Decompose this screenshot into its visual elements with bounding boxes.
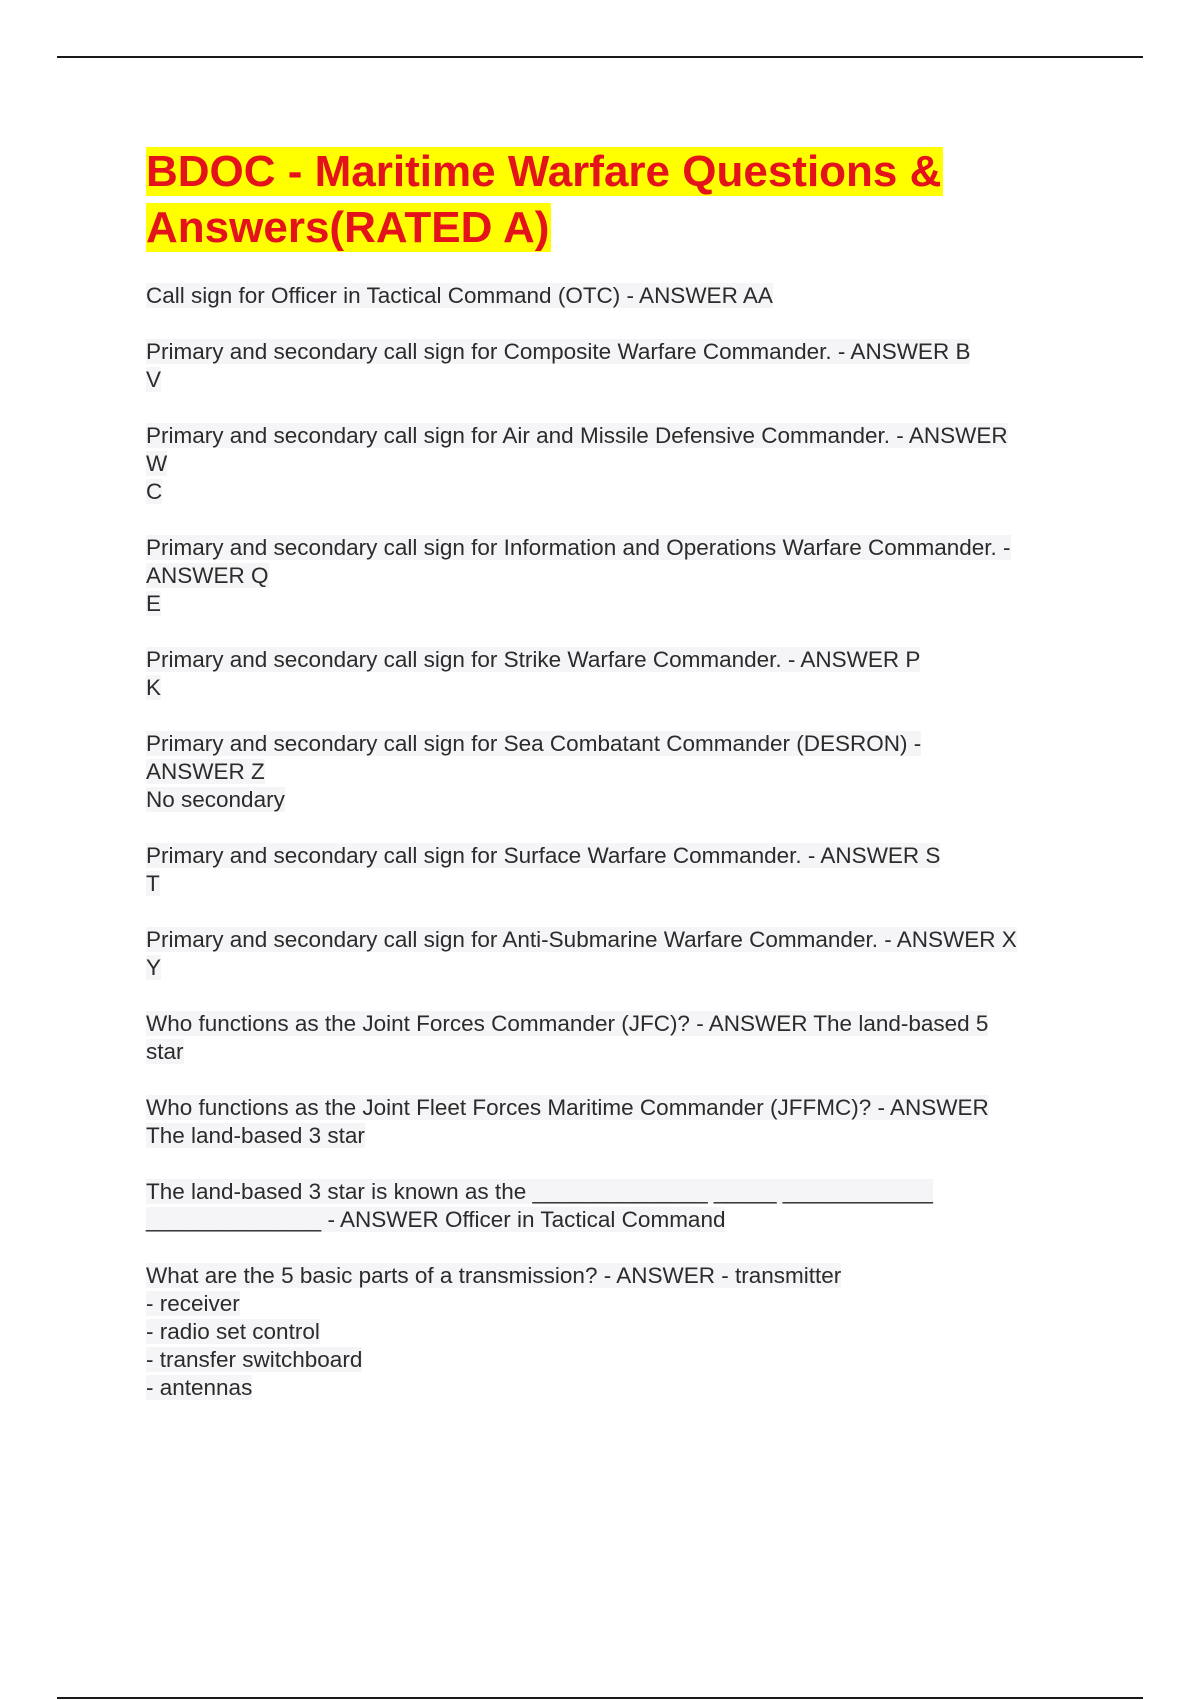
qa-line-text: T bbox=[146, 871, 160, 896]
qa-line-text: Who functions as the Joint Forces Commander (JFC)? - ANSWER The land-based 5 bbox=[146, 1011, 989, 1036]
qa-line bbox=[146, 842, 1096, 870]
qa-item bbox=[146, 282, 1096, 310]
qa-line bbox=[146, 1206, 1096, 1234]
qa-item bbox=[146, 1178, 1096, 1234]
qa-line bbox=[146, 338, 1096, 366]
qa-item bbox=[146, 1094, 1096, 1150]
qa-line-text: Who functions as the Joint Fleet Forces Maritime Commander (JFFMC)? - ANSWER bbox=[146, 1095, 989, 1120]
qa-line bbox=[146, 1178, 1096, 1206]
qa-item bbox=[146, 926, 1096, 982]
qa-line bbox=[146, 646, 1096, 674]
qa-line bbox=[146, 1318, 1096, 1346]
qa-line-text: C bbox=[146, 479, 163, 504]
qa-line-text: Primary and secondary call sign for Anti-Submarine Warfare Commander. - ANSWER X bbox=[146, 927, 1017, 952]
qa-line bbox=[146, 674, 1096, 702]
qa-line bbox=[146, 478, 1096, 506]
qa-item bbox=[146, 1010, 1096, 1066]
qa-line-text: Y bbox=[146, 955, 162, 980]
qa-line-text: Primary and secondary call sign for Surface Warfare Commander. - ANSWER S bbox=[146, 843, 941, 868]
qa-line bbox=[146, 1038, 1096, 1066]
qa-line bbox=[146, 1290, 1096, 1318]
qa-line bbox=[146, 282, 1096, 310]
qa-line bbox=[146, 1010, 1096, 1038]
qa-line bbox=[146, 954, 1096, 982]
bottom-rule bbox=[57, 1697, 1143, 1699]
qa-list bbox=[146, 282, 1096, 1402]
qa-line bbox=[146, 534, 1096, 562]
qa-line bbox=[146, 926, 1096, 954]
qa-line bbox=[146, 1094, 1096, 1122]
title-line-2: Answers(RATED A) bbox=[146, 203, 550, 252]
qa-line bbox=[146, 422, 1096, 450]
qa-item bbox=[146, 422, 1096, 506]
qa-line bbox=[146, 450, 1096, 478]
qa-line-text: star bbox=[146, 1039, 184, 1064]
qa-line-text: ANSWER Z bbox=[146, 759, 265, 784]
qa-line-text: K bbox=[146, 675, 162, 700]
qa-line bbox=[146, 870, 1096, 898]
qa-item bbox=[146, 842, 1096, 898]
qa-line-text: Call sign for Officer in Tactical Command (OTC) - ANSWER AA bbox=[146, 283, 773, 308]
qa-line-text: - antennas bbox=[146, 1375, 253, 1400]
qa-line bbox=[146, 1122, 1096, 1150]
top-rule bbox=[57, 56, 1143, 58]
qa-line-text: E bbox=[146, 591, 162, 616]
qa-line-text: No secondary bbox=[146, 787, 285, 812]
document-body bbox=[146, 144, 1096, 1430]
qa-item bbox=[146, 1262, 1096, 1402]
qa-line bbox=[146, 590, 1096, 618]
qa-line-text: Primary and secondary call sign for Composite Warfare Commander. - ANSWER B bbox=[146, 339, 971, 364]
qa-line bbox=[146, 786, 1096, 814]
qa-line bbox=[146, 1346, 1096, 1374]
qa-line-text: What are the 5 basic parts of a transmission? - ANSWER - transmitter bbox=[146, 1263, 842, 1288]
qa-line-text: Primary and secondary call sign for Sea Combatant Commander (DESRON) - bbox=[146, 731, 922, 756]
qa-line bbox=[146, 366, 1096, 394]
qa-item bbox=[146, 534, 1096, 618]
qa-line-text: V bbox=[146, 367, 162, 392]
document-title bbox=[146, 144, 1096, 256]
qa-line-text: The land-based 3 star is known as the ______________ _____ ____________ bbox=[146, 1179, 933, 1204]
qa-line-text: ______________ - ANSWER Officer in Tactical Command bbox=[146, 1207, 726, 1232]
qa-line bbox=[146, 1262, 1096, 1290]
qa-line bbox=[146, 1374, 1096, 1402]
qa-item bbox=[146, 730, 1096, 814]
qa-line-text: Primary and secondary call sign for Air and Missile Defensive Commander. - ANSWER bbox=[146, 423, 1008, 448]
qa-line-text: - radio set control bbox=[146, 1319, 320, 1344]
qa-line-text: Primary and secondary call sign for Strike Warfare Commander. - ANSWER P bbox=[146, 647, 921, 672]
qa-line-text: W bbox=[146, 451, 168, 476]
qa-line-text: The land-based 3 star bbox=[146, 1123, 365, 1148]
qa-line bbox=[146, 758, 1096, 786]
qa-line-text: - transfer switchboard bbox=[146, 1347, 363, 1372]
title-line-1: BDOC - Maritime Warfare Questions & bbox=[146, 147, 942, 196]
qa-line-text: - receiver bbox=[146, 1291, 240, 1316]
qa-item bbox=[146, 338, 1096, 394]
qa-line-text: Primary and secondary call sign for Information and Operations Warfare Commander. - bbox=[146, 535, 1011, 560]
qa-item bbox=[146, 646, 1096, 702]
qa-line bbox=[146, 562, 1096, 590]
qa-line-text: ANSWER Q bbox=[146, 563, 269, 588]
qa-line bbox=[146, 730, 1096, 758]
